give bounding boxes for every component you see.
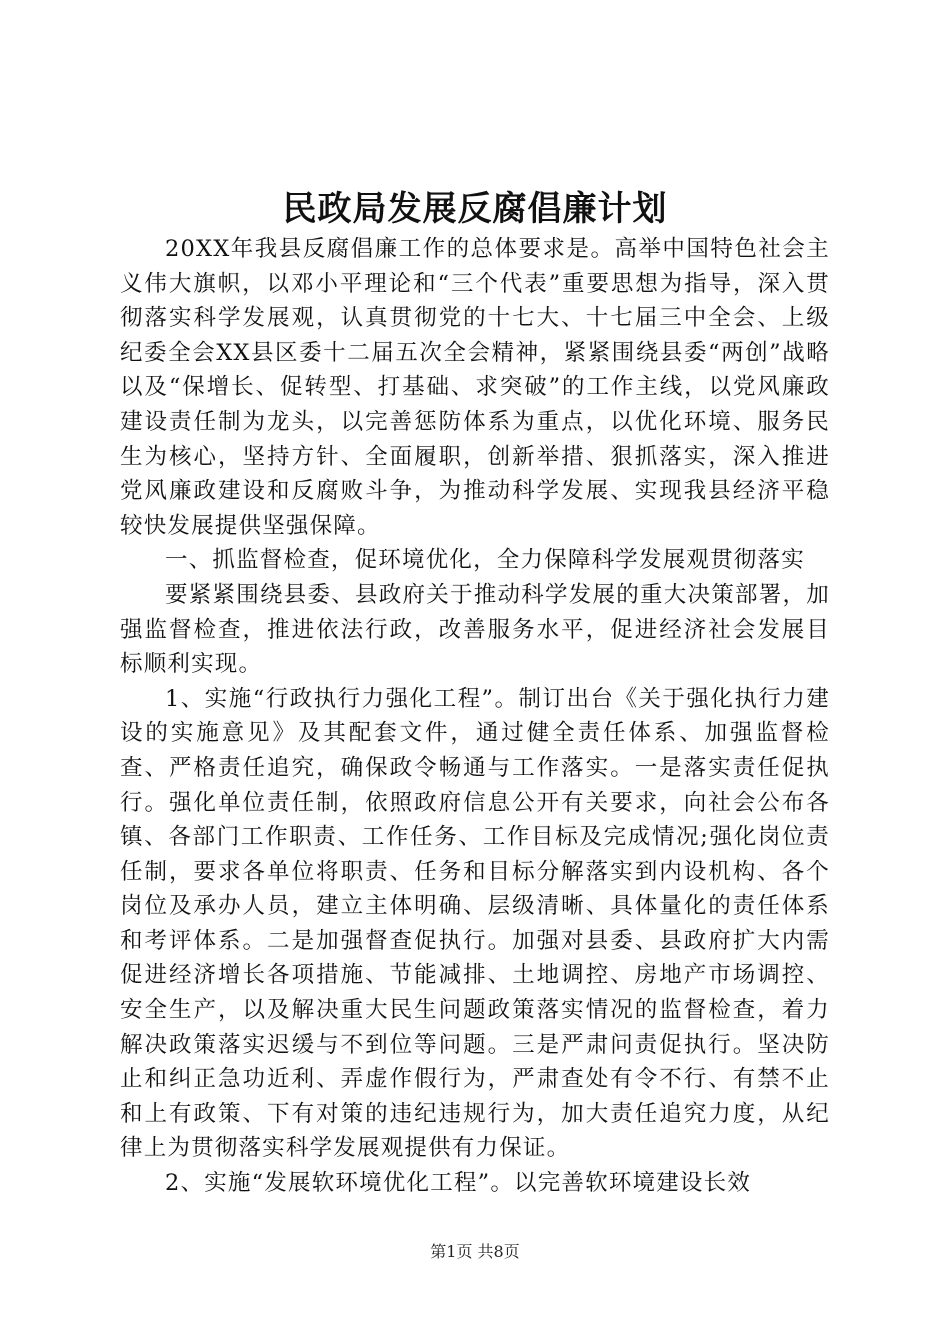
section-heading-1: 一、抓监督检查，促环境优化，全力保障科学发展观贯彻落实 bbox=[165, 547, 805, 574]
page-footer: 第1页 共8页 bbox=[430, 1242, 520, 1261]
document-body bbox=[120, 232, 830, 1201]
document-title: 民政局发展反腐倡廉计划 bbox=[282, 189, 668, 229]
paragraph-intro: 20XX年我县反腐倡廉工作的总体要求是。高举中国特色社会主义伟大旗帜，以邓小平理论和“三个代表”重要思想为指导，深入贯彻落实科学发展观，认真贯彻党的十七大、十七届三中全会、上级纪委全会XX县区委十二届五次全会精神，紧紧围绕县委“两创”战略以及“保增长、促转型、打基础、求突破”的工作主线，以党风廉政建设责任制为龙头，以完善惩防体系为重点，以优化环境、服务民生为核心，坚持方针、全面履职，创新举措、狠抓落实，深入推进党风廉政建设和反腐败斗争，为推动科学发展、实现我县经济平稳较快发展提供坚强保障。 bbox=[120, 236, 830, 539]
paragraph-item-2: 2、实施“发展软环境优化工程”。以完善软环境建设长效 bbox=[165, 1170, 752, 1197]
paragraph-section-1: 要紧紧围绕县委、县政府关于推动科学发展的重大决策部署，加强监督检查，推进依法行政，改善服务水平，促进经济社会发展目标顺利实现。 bbox=[120, 581, 830, 678]
paragraph-item-1: 1、实施“行政执行力强化工程”。制订出台《关于强化执行力建设的实施意见》及其配套文件，通过健全责任体系、加强监督检查、严格责任追究，确保政令畅通与工作落实。一是落实责任促执行。强化单位责任制，依照政府信息公开有关要求，向社会公布各镇、各部门工作职责、工作任务、工作目标及完成情况;强化岗位责任制，要求各单位将职责、任务和目标分解落实到内设机构、各个岗位及承办人员，建立主体明确、层级清晰、具体量化的责任体系和考评体系。二是加强督查促执行。加强对县委、县政府扩大内需促进经济增长各项措施、节能减排、土地调控、房地产市场调控、安全生产，以及解决重大民生问题政策落实情况的监督检查，着力解决政策落实迟缓与不到位等问题。三是严肃问责促执行。坚决防止和纠正急功近利、弄虚作假行为，严肃查处有令不行、有禁不止和上有政策、下有对策的违纪违规行为，加大责任追究力度，从纪律上为贯彻落实科学发展观提供有力保证。 bbox=[120, 685, 830, 1162]
